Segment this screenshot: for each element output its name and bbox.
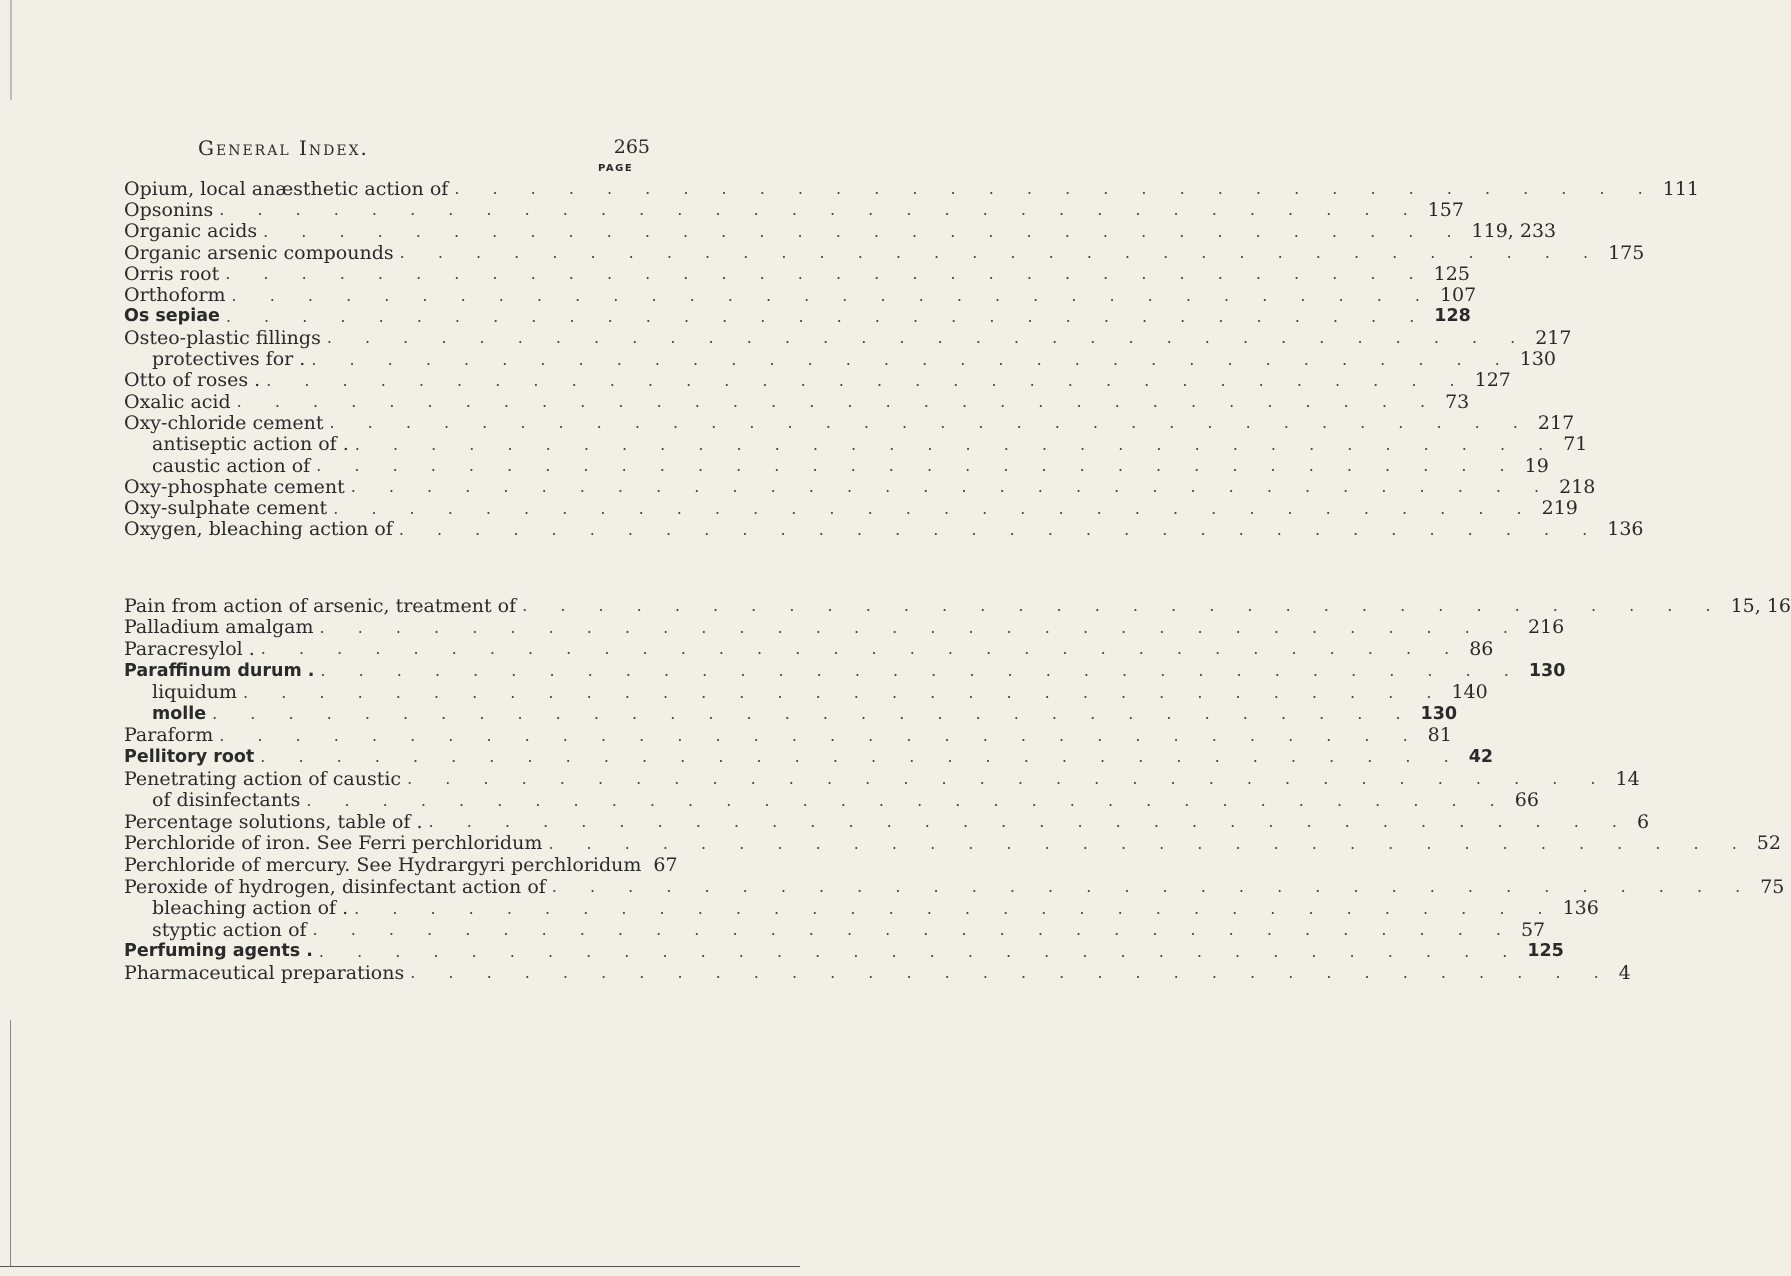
dot-leader: . . . . . . . . . . . . . . . . . . . . . . . . . . . . . . . . <box>260 639 1464 659</box>
dot-leader: . . . . . . . . . . . . . . . . . . . . . . . . . . . . . . . . <box>225 264 1428 284</box>
entry-term: of disinfectants <box>152 789 301 812</box>
entry-term: antiseptic action of . <box>152 433 349 456</box>
index-entry <box>124 681 1488 704</box>
entry-term: Oxygen, bleaching action of <box>124 518 393 541</box>
index-entry <box>124 594 1791 617</box>
entry-page-numbers: 111 <box>1662 177 1699 200</box>
margin-ink-mark <box>10 0 12 100</box>
dot-leader: . . . . . . . . . . . . . . . . . . . . . . . . . . . . . . . . <box>311 349 1514 369</box>
index-entry <box>124 724 1452 747</box>
index-entry <box>124 433 1588 456</box>
dot-leader: . . . . . . . . . . . . . . . . . . . . . . . . . . . . . . . . <box>398 519 1602 539</box>
entry-term: Peroxide of hydrogen, disinfectant action of <box>124 875 546 898</box>
dot-leader: . . . . . . . . . . . . . . . . . . . . . . . . . . . . . . . . <box>212 704 1415 724</box>
index-entry <box>124 411 1575 434</box>
entry-term: Paraform <box>124 724 214 747</box>
entry-page-numbers: 75 <box>1760 875 1785 898</box>
entry-page-numbers: 140 <box>1451 681 1488 704</box>
entry-page-numbers: 125 <box>1433 262 1470 285</box>
entry-page-numbers: 57 <box>1520 918 1546 941</box>
page-header <box>198 136 650 162</box>
running-title: General Index. <box>198 136 369 160</box>
index-entry <box>124 616 1565 639</box>
index-section-p <box>124 594 1791 984</box>
entry-term: Palladium amalgam <box>124 616 314 639</box>
page-number: 265 <box>613 136 650 158</box>
index-entry <box>124 832 1781 855</box>
dot-leader: . . . . . . . . . . . . . . . . . . . . . . . . . . . . . . . . <box>263 221 1466 241</box>
entry-page-numbers: 125 <box>1527 941 1564 962</box>
index-entry <box>124 198 1464 221</box>
dot-leader: . . . . . . . . . . . . . . . . . . . . . . . . . . . . . . . . <box>316 456 1519 475</box>
index-entry <box>124 390 1470 413</box>
entry-page-numbers: 71 <box>1563 433 1588 456</box>
entry-term: Paracresylol . <box>124 637 255 660</box>
entry-page-numbers: 6 <box>1636 810 1650 833</box>
index-entry <box>124 660 1566 682</box>
dot-leader: . . . . . . . . . . . . . . . . . . . . . . . . . . . . . . . . <box>410 963 1613 983</box>
entry-term: liquidum <box>152 681 238 704</box>
entry-page-numbers: 107 <box>1439 284 1477 307</box>
index-entry <box>124 497 1578 520</box>
entry-page-numbers: 136 <box>1607 518 1644 541</box>
entry-term: Orthoform <box>124 284 226 307</box>
entry-page-numbers: 130 <box>1519 348 1557 371</box>
dot-leader: . . . . . . . . . . . . . . . . . . . . . . . . . . . . . . . . <box>266 370 1469 390</box>
entry-term: Oxy-chloride cement <box>124 411 324 434</box>
page-bottom-edge <box>0 1266 800 1267</box>
dot-leader: . . . . . . . . . . . . . . . . . . . . . . . . . . . . . . . . <box>329 413 1532 433</box>
entry-term: Penetrating action of caustic <box>124 767 402 790</box>
entry-page-numbers: 175 <box>1608 241 1645 264</box>
entry-page-numbers: 86 <box>1469 637 1494 660</box>
entry-page-numbers: 128 <box>1434 306 1471 327</box>
dot-leader: . . . . . . . . . . . . . . . . . . . . . . . . . . . . . . . . <box>236 392 1440 412</box>
entry-page-numbers: 219 <box>1541 497 1578 520</box>
index-entry <box>124 703 1458 725</box>
entry-term: Orris root <box>124 262 220 285</box>
entry-page-numbers: 4 <box>1618 961 1631 984</box>
index-entry <box>124 454 1549 477</box>
index-entry <box>124 767 1640 790</box>
dot-leader: . . . . . . . . . . . . . . . . . . . . . . . . . . . . . . . . <box>522 596 1725 616</box>
index-entry <box>124 810 1650 833</box>
dot-leader: . . . . . . . . . . . . . . . . . . . . . . . . . . . . . . . . <box>243 682 1446 702</box>
index-entry <box>124 284 1477 307</box>
index-entry <box>124 875 1785 898</box>
entry-term: Pellitory root <box>124 746 255 767</box>
entry-page-numbers: 14 <box>1615 767 1640 790</box>
index-entry <box>124 369 1511 392</box>
entry-page-numbers: 218 <box>1559 475 1596 498</box>
entry-page-numbers: 157 <box>1427 198 1464 221</box>
index-entry <box>124 262 1470 285</box>
entry-page-numbers: 130 <box>1420 703 1458 724</box>
dot-leader: . . . . . . . . . . . . . . . . . . . . . . . . . . . . . . . . <box>428 812 1631 832</box>
dot-leader: . . . . . . . . . . . . . . . . . . . . . . . . . . . . . . . . <box>548 833 1751 853</box>
entry-page-numbers: 216 <box>1527 616 1565 639</box>
index-entry <box>124 961 1631 984</box>
page-edge-line <box>10 1020 11 1266</box>
index-entry <box>124 897 1599 920</box>
entry-term: protectives for . <box>152 348 306 371</box>
index-entry <box>124 177 1699 200</box>
entry-page-numbers: 130 <box>1528 660 1566 681</box>
entry-term: Percentage solutions, table of . <box>124 810 423 833</box>
entry-term: caustic action of <box>152 454 311 477</box>
entry-page-numbers: 127 <box>1474 369 1511 392</box>
entry-term: styptic action of <box>152 918 307 941</box>
entry-page-numbers: 73 <box>1445 390 1470 413</box>
entry-term: Otto of roses . <box>124 369 261 392</box>
entry-page-numbers: 81 <box>1427 724 1452 747</box>
dot-leader: . . . . . . . . . . . . . . . . . . . . . . . . . . . . . . . . <box>319 617 1522 637</box>
dot-leader: . . . . . . . . . . . . . . . . . . . . . . . . . . . . . . . . <box>354 898 1557 918</box>
entry-term: molle <box>152 703 207 724</box>
dot-leader: . . . . . . . . . . . . . . . . . . . . . . . . . . . . . . . . <box>454 179 1657 199</box>
entry-term: Oxy-sulphate cement <box>124 497 328 520</box>
entry-term: Oxy-phosphate cement <box>124 475 345 498</box>
dot-leader: . . . . . . . . . . . . . . . . . . . . . . . . . . . . . . . . <box>219 200 1422 220</box>
page-column-label: PAGE <box>598 163 634 174</box>
index-entry <box>124 348 1557 371</box>
entry-term: Opium, local anæsthetic action of <box>124 177 449 200</box>
entry-page-numbers: 136 <box>1562 897 1599 920</box>
entry-term: Oxalic acid <box>124 390 231 413</box>
entry-term: Paraffinum durum . <box>124 660 315 681</box>
dot-leader: . . . . . . . . . . . . . . . . . . . . . . . . . . . . . . . . <box>551 877 1755 897</box>
index-entry <box>124 220 1557 243</box>
entry-page-numbers: 66 <box>1514 789 1539 812</box>
dot-leader: . . . . . . . . . . . . . . . . . . . . . . . . . . . . . . . . <box>260 747 1463 767</box>
index-entry <box>124 241 1645 264</box>
index-entry <box>124 518 1644 541</box>
entry-page-numbers: 42 <box>1468 746 1494 767</box>
entry-term: Opsonins <box>124 198 214 221</box>
dot-leader: . . . . . . . . . . . . . . . . . . . . . . . . . . . . . . . . <box>231 285 1434 305</box>
dot-leader: . . . . . . . . . . . . . . . . . . . . . . . . . . . . . . . . <box>399 243 1603 263</box>
entry-term: Pain from action of arsenic, treatment of <box>124 594 517 617</box>
entry-term: Perchloride of iron. See Ferri perchloridum <box>124 832 543 855</box>
entry-term: Organic acids <box>124 220 258 243</box>
dot-leader: . . . . . . . . . . . . . . . . . . . . . . . . . . . . . . . . <box>318 941 1522 961</box>
entry-term: Os sepiae <box>124 306 220 327</box>
index-section-o <box>124 177 1699 541</box>
dot-leader: . . . . . . . . . . . . . . . . . . . . . . . . . . . . . . . . <box>306 790 1509 810</box>
dot-leader: . . . . . . . . . . . . . . . . . . . . . . . . . . . . . . . . <box>350 477 1554 497</box>
index-entry <box>124 306 1471 327</box>
entry-term: Perfuming agents . <box>124 941 313 962</box>
index-entry <box>124 475 1596 498</box>
dot-leader: . . . . . . . . . . . . . . . . . . . . . . . . . . . . . . . . <box>354 434 1558 454</box>
dot-leader: . . . . . . . . . . . . . . . . . . . . . . . . . . . . . . . . <box>320 661 1523 681</box>
index-entry <box>124 637 1494 660</box>
index-entry <box>124 941 1564 963</box>
entry-term: bleaching action of . <box>152 897 349 920</box>
entry-term: Osteo-plastic fillings <box>124 326 321 349</box>
entry-page-numbers: 217 <box>1537 411 1575 434</box>
dot-leader: . . . . . . . . . . . . . . . . . . . . . . . . . . . . . . . . <box>312 920 1515 940</box>
index-entry <box>124 789 1539 812</box>
dot-leader: . . . . . . . . . . . . . . . . . . . . . . . . . . . . . . . . <box>407 769 1610 789</box>
entry-page-numbers: 217 <box>1535 326 1572 349</box>
entry-page-numbers: 52 <box>1756 832 1781 855</box>
entry-term: Pharmaceutical preparations <box>124 961 405 984</box>
entry-term: Organic arsenic compounds <box>124 241 394 264</box>
index-entry <box>124 853 678 876</box>
index-entry <box>124 326 1572 349</box>
entry-page-numbers: 19 <box>1524 454 1549 477</box>
entry-term: Perchloride of mercury. See Hydrargyri perchloridum <box>124 853 642 876</box>
dot-leader: . . . . . . . . . . . . . . . . . . . . . . . . . . . . . . . . <box>225 306 1429 326</box>
entry-page-numbers: 15, 16 <box>1730 594 1791 617</box>
dot-leader: . . . . . . . . . . . . . . . . . . . . . . . . . . . . . . . . <box>333 498 1536 518</box>
index-entry <box>124 746 1494 768</box>
entry-page-numbers: 119, 233 <box>1471 220 1557 243</box>
dot-leader: . . . . . . . . . . . . . . . . . . . . . . . . . . . . . . . . <box>326 328 1530 348</box>
entry-page-numbers: 67 <box>653 853 678 876</box>
index-entry <box>124 918 1546 941</box>
dot-leader: . . . . . . . . . . . . . . . . . . . . . . . . . . . . . . . . <box>219 725 1422 745</box>
